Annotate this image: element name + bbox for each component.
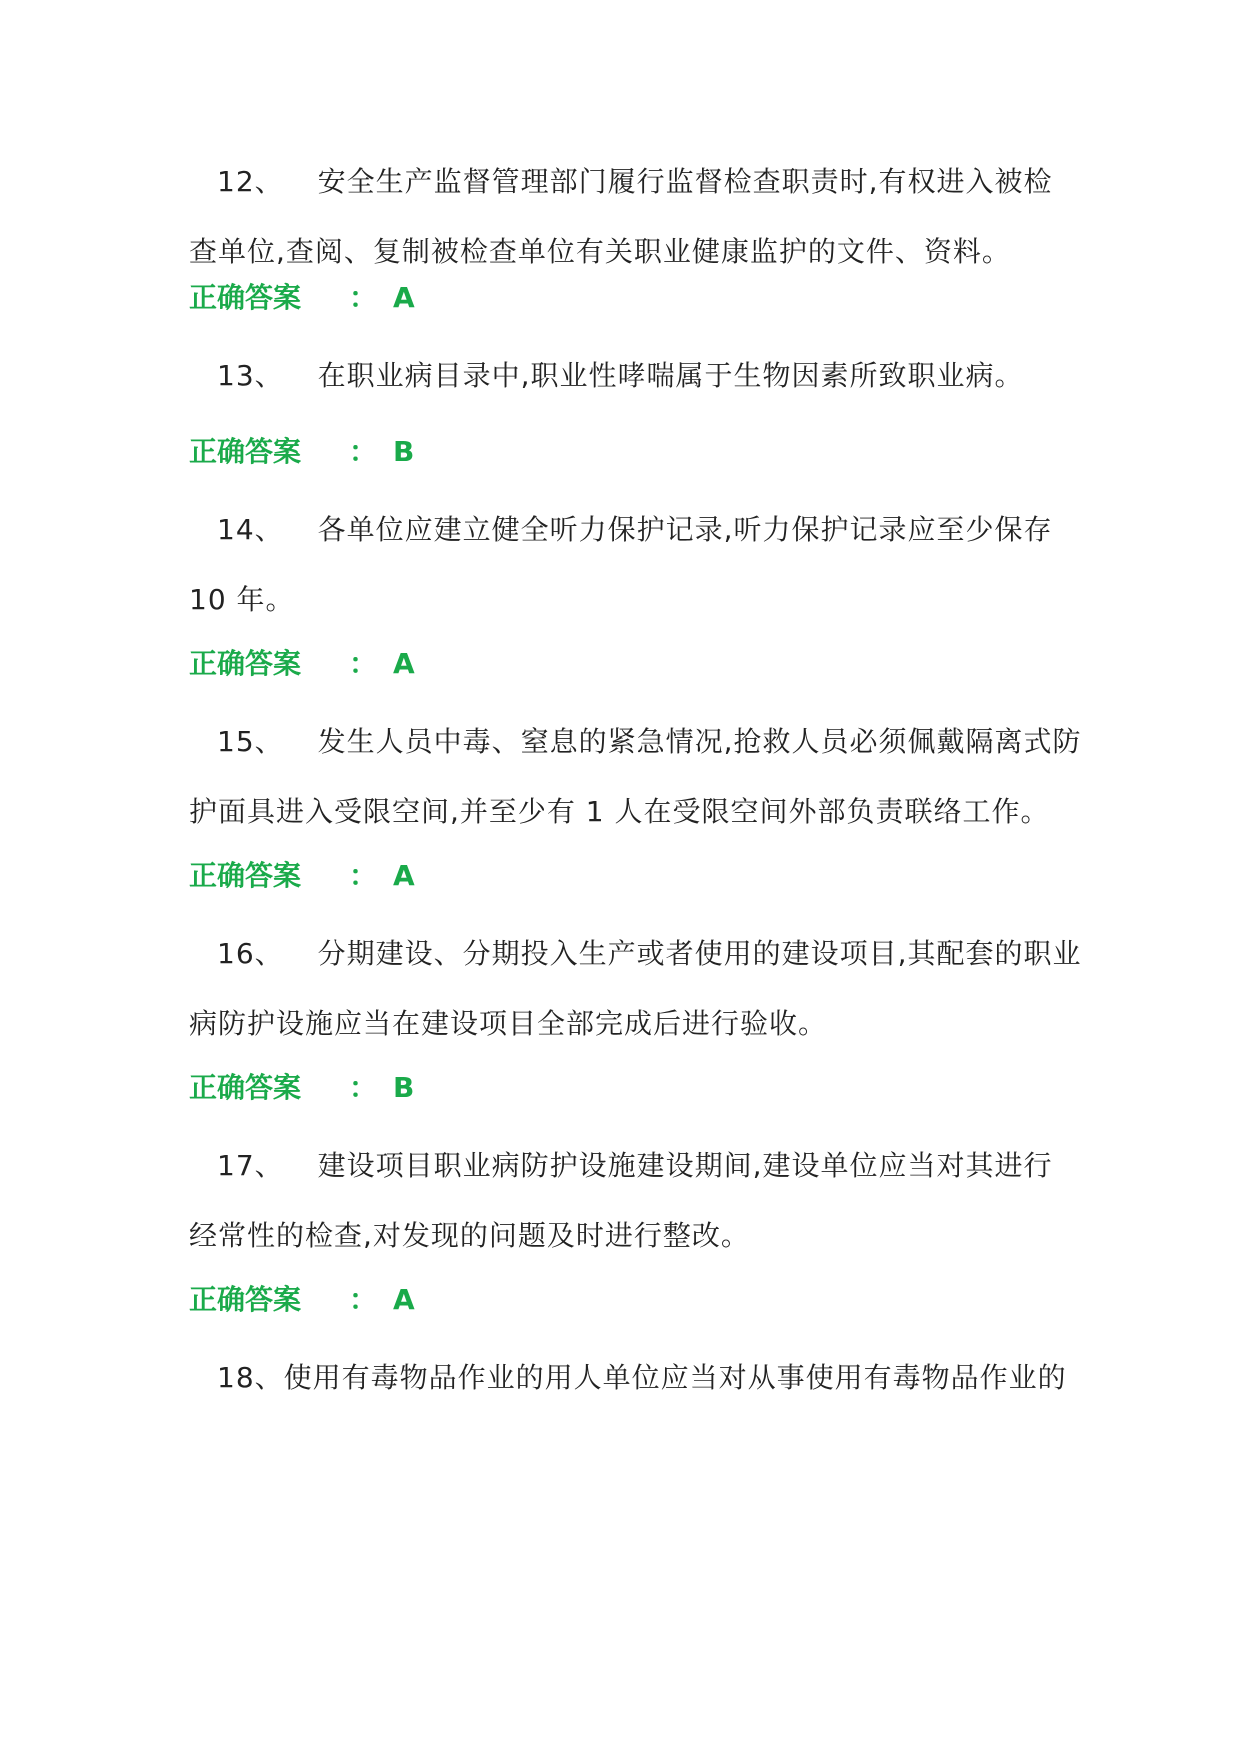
answer-colon: ：	[349, 1283, 378, 1316]
question-first-line	[189, 707, 1082, 777]
question-text: 分期建设、分期投入生产或者使用的建设项目,其配套的职业	[317, 937, 1082, 970]
answer-value: A	[393, 647, 415, 680]
question-text: 建设项目职业病防护设施建设期间,建设单位应当对其进行	[317, 1149, 1053, 1182]
answer-colon: ：	[349, 435, 378, 468]
question-18	[189, 1343, 1069, 1413]
answer-label: 正确答案	[189, 859, 302, 892]
question-first-line	[189, 1131, 1069, 1201]
answer-colon: ：	[349, 859, 378, 892]
question-first-line	[189, 147, 1069, 217]
answer-12	[189, 278, 415, 318]
question-15	[189, 707, 1082, 847]
answer-label: 正确答案	[189, 435, 302, 468]
question-first-line	[189, 495, 1069, 565]
question-text-continued: 病防护设施应当在建设项目全部完成后进行验收。	[189, 1007, 828, 1040]
question-16	[189, 919, 1082, 1059]
question-12	[189, 147, 1069, 287]
answer-15	[189, 856, 415, 896]
question-number: 17、	[217, 1149, 284, 1182]
question-number: 13、	[217, 359, 284, 392]
question-text: 发生人员中毒、窒息的紧急情况,抢救人员必须佩戴隔离式防	[317, 725, 1082, 758]
answer-14	[189, 644, 415, 684]
question-first-line	[189, 919, 1082, 989]
answer-label: 正确答案	[189, 1283, 302, 1316]
question-13	[189, 341, 1069, 411]
question-first-line	[189, 1343, 1069, 1413]
question-text: 安全生产监督管理部门履行监督检查职责时,有权进入被检	[317, 165, 1053, 198]
answer-16	[189, 1068, 414, 1108]
question-17	[189, 1131, 1069, 1271]
question-text: 在职业病目录中,职业性哮喘属于生物因素所致职业病。	[317, 359, 1024, 392]
question-number: 14、	[217, 513, 284, 546]
question-number: 12、	[217, 165, 284, 198]
question-number: 15、	[217, 725, 284, 758]
answer-label: 正确答案	[189, 1071, 302, 1104]
answer-label: 正确答案	[189, 647, 302, 680]
answer-label: 正确答案	[189, 281, 302, 314]
question-text-continued: 护面具进入受限空间,并至少有 1 人在受限空间外部负责联络工作。	[189, 795, 1050, 828]
answer-value: A	[393, 281, 415, 314]
answer-colon: ：	[349, 281, 378, 314]
answer-value: A	[393, 859, 415, 892]
answer-value: A	[393, 1283, 415, 1316]
question-text: 使用有毒物品作业的用人单位应当对从事使用有毒物品作业的	[283, 1361, 1067, 1394]
question-text-continued: 10 年。	[189, 583, 295, 616]
answer-colon: ：	[349, 1071, 378, 1104]
question-number: 18、	[217, 1361, 284, 1394]
question-14	[189, 495, 1069, 635]
answer-value: B	[393, 435, 415, 468]
question-text-continued: 查单位,查阅、复制被检查单位有关职业健康监护的文件、资料。	[189, 235, 1011, 268]
question-text: 各单位应建立健全听力保护记录,听力保护记录应至少保存	[317, 513, 1053, 546]
question-number: 16、	[217, 937, 284, 970]
answer-colon: ：	[349, 647, 378, 680]
answer-17	[189, 1280, 415, 1320]
question-text-continued: 经常性的检查,对发现的问题及时进行整改。	[189, 1219, 750, 1252]
answer-value: B	[393, 1071, 415, 1104]
answer-13	[189, 432, 414, 472]
question-first-line	[189, 341, 1069, 411]
